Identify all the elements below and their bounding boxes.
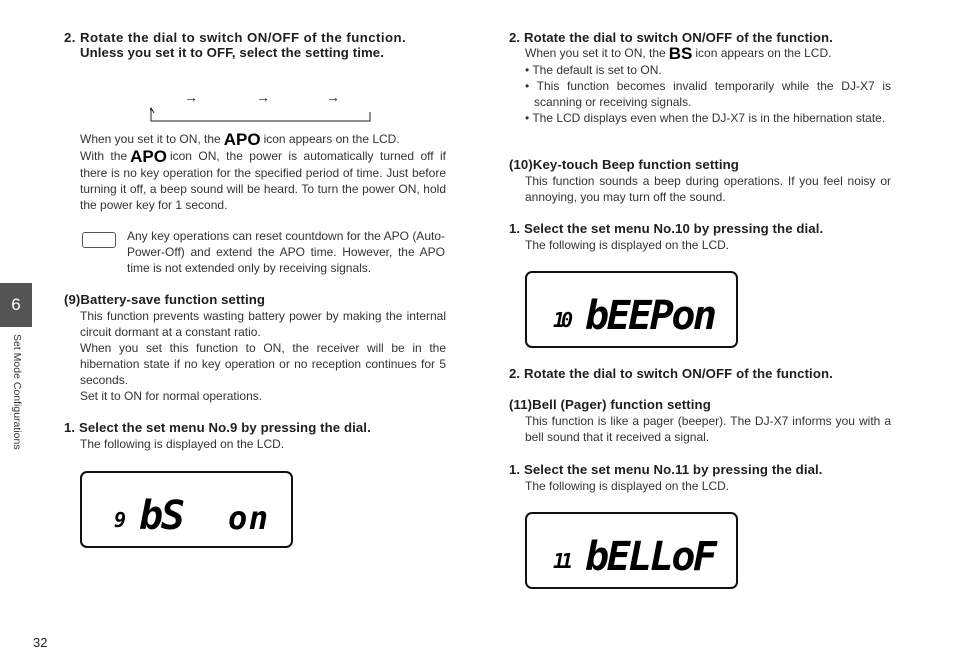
step1-menu10-sub: The following is displayed on the LCD.: [525, 238, 730, 252]
lcd-main-text: bELLoF: [585, 534, 717, 580]
apo-note: Any key operations can reset countdown for the APO (Auto-Power-Off) and extend the APO time. However, the APO time is not extended only by receiving signals.: [127, 229, 445, 275]
lcd-display-menu10: [525, 271, 738, 348]
battery-save-text: [80, 308, 446, 404]
left-step2-line1: 2. Rotate the dial to switch ON/OFF of the function.: [64, 30, 407, 45]
apo-line-2: With the APO icon ON, the power is automatically turned off if there is no key operation for the specified period of time. Just before turning it off, a beep sound will be heard. To turn the power ON, hold the power key for 1 second.: [80, 147, 447, 212]
lcd-menu-number: 10: [553, 308, 573, 332]
bell-heading: (11)Bell (Pager) function setting: [509, 397, 711, 412]
cycle-return-arrow-icon: [150, 107, 372, 123]
note-icon: [82, 232, 116, 248]
bs-icon: BS: [668, 44, 693, 63]
left-step2-heading: [64, 30, 446, 60]
battery-save-heading: (9)Battery-save function setting: [64, 292, 266, 307]
battery-save-p3: Set it to ON for normal operations.: [80, 389, 263, 403]
step1-menu10: 1. Select the set menu No.10 by pressing the dial.: [509, 221, 824, 236]
apo-icon: APO: [130, 147, 167, 166]
apo-line-1: When you set it to ON, the APO icon appears on the LCD.: [80, 130, 400, 149]
cycle-arrow-right-icon: →: [184, 89, 198, 105]
chapter-tab: 6: [0, 283, 32, 327]
lcd-main-text: bEEPon: [585, 293, 717, 339]
lcd-display-menu11: [525, 512, 738, 589]
lcd-main-text: bS: [139, 493, 185, 539]
step1-menu9: 1. Select the set menu No.9 by pressing the dial.: [64, 420, 371, 435]
lcd-menu-number: 11: [553, 549, 573, 573]
right-step2-heading: 2. Rotate the dial to switch ON/OFF of the function.: [509, 30, 833, 45]
lcd-value-text: on: [228, 499, 268, 537]
left-step2-line2: Unless you set it to OFF, select the setting time.: [80, 45, 384, 60]
step2-menu10: 2. Rotate the dial to switch ON/OFF of the function.: [509, 366, 833, 381]
step1-menu9-sub: The following is displayed on the LCD.: [80, 437, 285, 451]
beep-text: This function sounds a beep during operations. If you feel noisy or annoying, you may turn off the sound.: [525, 174, 891, 204]
setting-cycle-diagram: [150, 91, 372, 123]
beep-heading: (10)Key-touch Beep function setting: [509, 157, 739, 172]
apo-paragraph: [80, 131, 446, 213]
bs-line: When you set it to ON, the BS icon appears on the LCD.: [525, 44, 832, 63]
bs-paragraph: [525, 45, 891, 126]
bullet-item: • The LCD displays even when the DJ-X7 is in the hibernation state.: [525, 111, 886, 125]
apo-icon: APO: [223, 130, 261, 149]
cycle-arrow-right-icon: →: [326, 89, 340, 105]
cycle-arrow-right-icon: →: [256, 89, 270, 105]
page-number: 32: [33, 635, 48, 650]
step1-menu11-sub: The following is displayed on the LCD.: [525, 479, 730, 493]
bell-text: This function is like a pager (beeper). The DJ-X7 informs you with a bell sound that it received a signal.: [525, 414, 891, 444]
lcd-menu-number: 9: [114, 508, 127, 532]
battery-save-p1: This function prevents wasting battery power by making the internal circuit dormant at a constant ratio.: [80, 309, 446, 339]
bullet-item: • This function becomes invalid temporarily while the DJ-X7 is scanning or receiving signals.: [525, 79, 891, 109]
chapter-side-label: Set Mode Configurations: [11, 334, 23, 450]
battery-save-p2: When you set this function to ON, the receiver will be in the hibernation state if no key operation or no reception continues for 5 seconds.: [80, 341, 446, 387]
step1-menu11: 1. Select the set menu No.11 by pressing the dial.: [509, 462, 823, 477]
bullet-item: • The default is set to ON.: [525, 63, 662, 77]
lcd-display-menu9: [80, 471, 293, 548]
